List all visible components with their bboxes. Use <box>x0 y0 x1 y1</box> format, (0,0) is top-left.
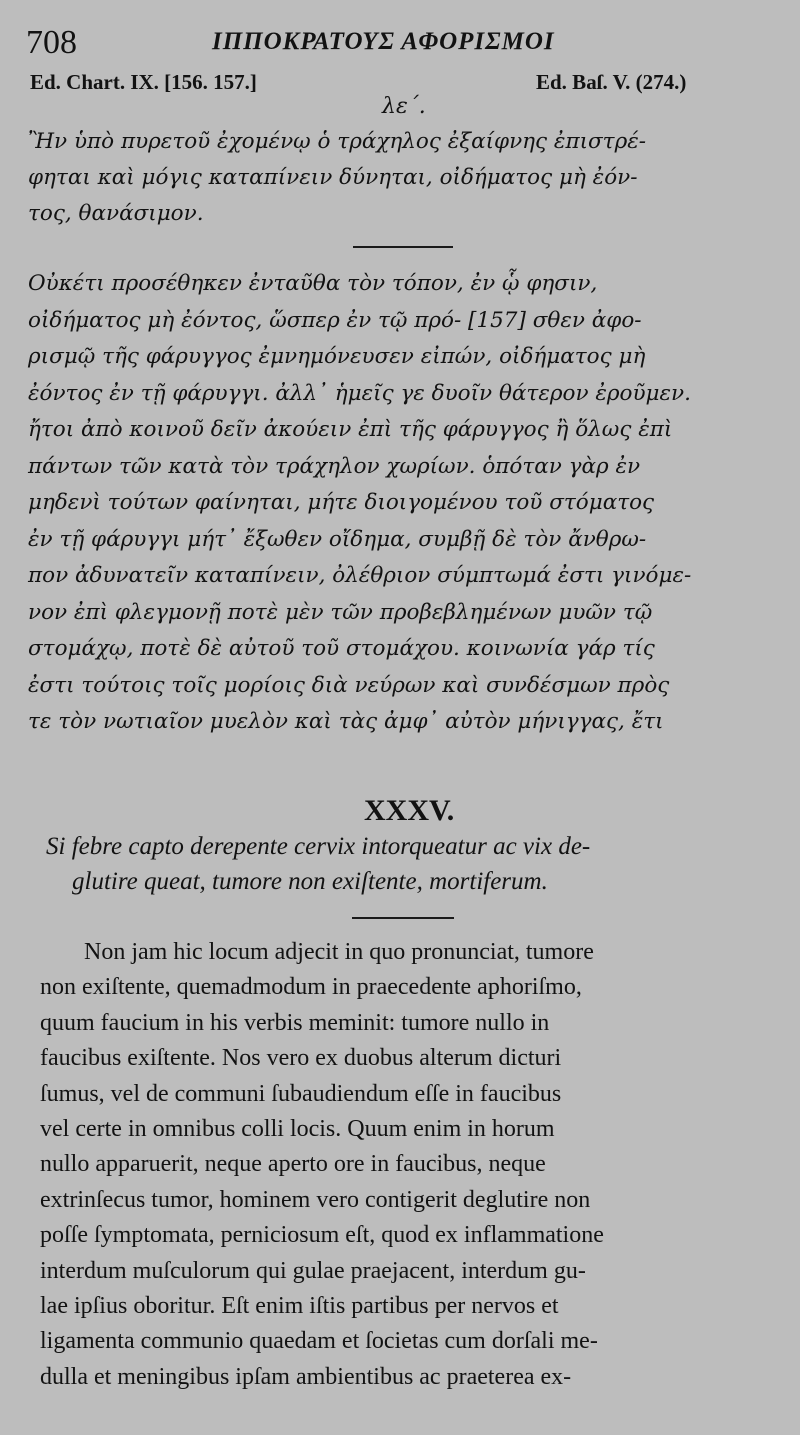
text-line: ligamenta communio quaedam et ſocietas cum dorſali me- <box>40 1328 598 1355</box>
text-line: πον ἀδυνατεῖν καταπίνειν, ὀλέθριον σύμπτωμά ἐστι γινόμε- <box>28 563 692 588</box>
text-line: extrinſecus tumor, hominem vero contigerit deglutire non <box>40 1186 591 1213</box>
text-line: οἰδήματος μὴ ἐόντος, ὥσπερ ἐν τῷ πρό- [157] σθεν ἀφο- <box>28 307 642 333</box>
text-line: non exiſtente, quemadmodum in praecedente aphoriſmo, <box>40 974 582 1001</box>
text-line: ſumus, vel de communi ſubaudiendum eſſe in faucibus <box>40 1080 562 1107</box>
latin-commentary <box>40 935 780 1395</box>
text-line: interdum muſculorum qui gulae praejacent, interdum gu- <box>40 1257 586 1284</box>
text-line: faucibus exiſtente. Nos vero ex duobus alterum dicturi <box>40 1045 562 1072</box>
greek-commentary <box>28 266 768 741</box>
text-line: glutire queat, tumore non exiſtente, mortiferum. <box>72 868 548 895</box>
text-line: quum faucium in his verbis meminit: tumore nullo in <box>40 1009 550 1036</box>
text-line: τος, θανάσιμον. <box>28 201 204 226</box>
text-line: nullo apparuerit, neque aperto ore in faucibus, neque <box>40 1151 546 1178</box>
edition-reference-basel: Ed. Baſ. V. (274.) <box>536 70 687 94</box>
text-line: πάντων τῶν κατὰ τὸν τράχηλον χωρίων. ὁπόταν γὰρ ἐν <box>28 453 641 479</box>
latin-aphorism-text <box>46 829 776 899</box>
text-line: φηται καὶ μόγις καταπίνειν δύνηται, οἰδήματος μὴ ἐόν- <box>28 165 638 190</box>
text-line: Si febre capto derepente cervix intorqueatur ac vix de- <box>46 833 591 860</box>
greek-aphorism-number: λε΄. <box>382 94 426 119</box>
text-line: ἐστι τούτοις τοῖς μορίοις διὰ νεύρων καὶ συνδέσμων πρὸς <box>28 672 670 698</box>
text-line: vel certe in omnibus colli locis. Quum enim in horum <box>40 1116 555 1143</box>
latin-aphorism-number: XXXV. <box>364 794 455 827</box>
greek-aphorism-text <box>28 124 768 232</box>
text-line: Οὐκέτι προσέθηκεν ἐνταῦθα τὸν τόπον, ἐν ᾧ φησιν, <box>28 271 598 296</box>
page-number: 708 <box>26 24 77 61</box>
text-line: στομάχῳ, ποτὲ δὲ αὐτοῦ τοῦ στομάχου. κοινωνία γάρ τίς <box>28 636 655 661</box>
text-line: νον ἐπὶ φλεγμονῇ ποτὲ μὲν τῶν προβεβλημένων μυῶν τῷ <box>28 599 653 625</box>
text-line: τε τὸν νωτιαῖον μυελὸν καὶ τὰς ἀμφ᾿ αὐτὸν μήνιγγας, ἔτι <box>28 709 664 734</box>
text-line: Non jam hic locum adjecit in quo pronunciat, tumore <box>84 939 594 965</box>
section-divider <box>352 917 454 919</box>
text-line: lae ipſius oboritur. Eſt enim iſtis partibus per nervos et <box>40 1293 559 1320</box>
running-title: ΙΠΠΟΚΡΑΤΟΥΣ ΑΦΟΡΙΣΜΟΙ <box>212 28 555 55</box>
text-line: μηδενὶ τούτων φαίνηται, μήτε διοιγομένου τοῦ στόματος <box>28 490 655 515</box>
text-line: Ἢν ὑπὸ πυρετοῦ ἐχομένῳ ὁ τράχηλος ἐξαίφνης ἐπιστρέ- <box>28 129 647 154</box>
section-divider <box>353 246 453 248</box>
edition-reference-chartier: Ed. Chart. IX. [156. 157.] <box>30 70 257 94</box>
text-line: poſſe ſymptomata, perniciosum eſt, quod ex inflammatione <box>40 1222 604 1249</box>
text-line: ρισμῷ τῆς φάρυγγος ἐμνημόνευσεν εἰπών, οἰδήματος μὴ <box>28 344 646 369</box>
text-line: dulla et meningibus ipſam ambientibus ac praeterea ex- <box>40 1363 572 1390</box>
text-line: ἐόντος ἐν τῇ φάρυγγι. ἀλλ᾿ ἡμεῖς γε δυοῖν θάτερον ἐροῦμεν. <box>28 380 691 406</box>
text-line: ἤτοι ἀπὸ κοινοῦ δεῖν ἀκούειν ἐπὶ τῆς φάρυγγος ἢ ὅλως ἐπὶ <box>28 417 673 442</box>
text-line: ἐν τῇ φάρυγγι μήτ᾿ ἔξωθεν οἴδημα, συμβῇ δὲ τὸν ἄνθρω- <box>28 526 647 552</box>
